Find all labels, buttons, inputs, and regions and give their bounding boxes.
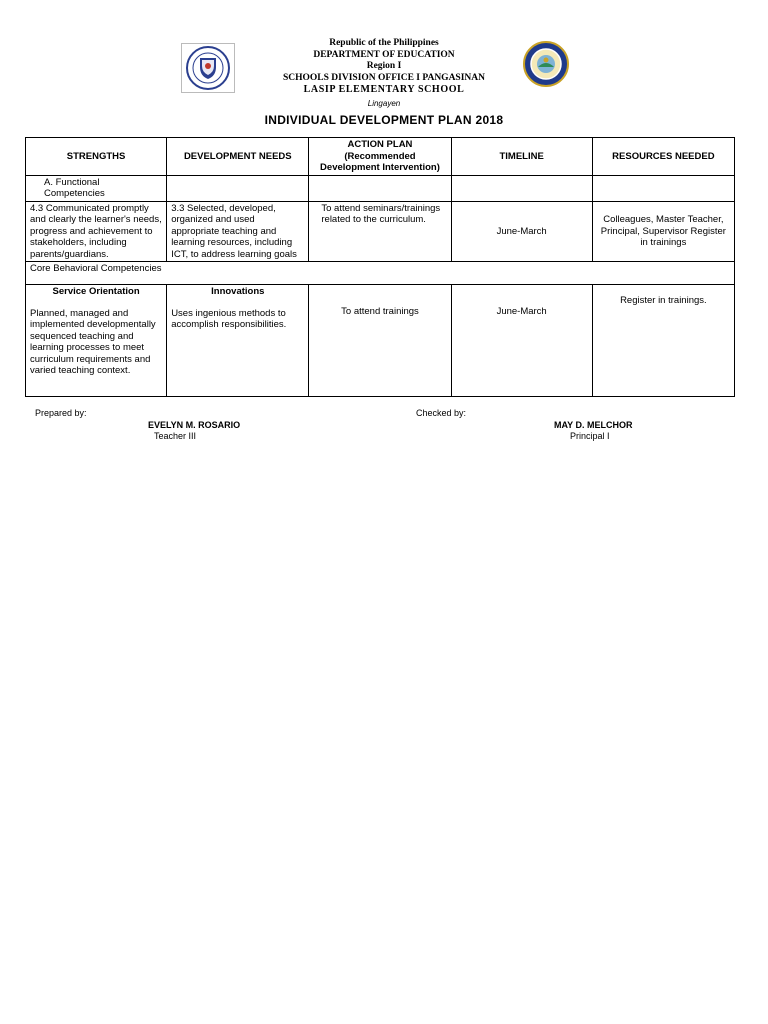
row1-action-plan: To attend seminars/trainings related to the curriculum.: [309, 201, 451, 262]
table-row: [26, 201, 735, 262]
prepared-by-name: EVELYN M. ROSARIO: [148, 420, 241, 430]
development-plan-table: [25, 137, 735, 397]
prepared-by-label: Prepared by:: [35, 408, 87, 418]
row2-strengths-text: Planned, managed and implemented developmentally sequenced teaching and learning processes to meet curriculum requirements and varied teaching context.: [30, 307, 156, 376]
header-timeline: TIMELINE: [451, 138, 592, 176]
section-functional: A. Functional Competencies: [26, 175, 167, 201]
row2-action-plan: To attend trainings: [309, 285, 451, 397]
table-row: [26, 262, 735, 285]
row1-strengths: 4.3 Communicated promptly and clearly the learner's needs, progress and achievement to stakeholders, including parents/guardians.: [26, 201, 167, 262]
service-orientation-heading: Service Orientation: [52, 286, 140, 297]
checked-by-title: Principal I: [570, 431, 610, 441]
document-title: INDIVIDUAL DEVELOPMENT PLAN 2018: [264, 113, 504, 127]
region-line: Region I: [366, 61, 402, 71]
town-name: Lingayen: [367, 99, 401, 108]
prepared-by-title: Teacher III: [154, 431, 197, 441]
table-header-row: [26, 138, 735, 176]
row2-development-needs: [167, 285, 309, 397]
checked-by-name: MAY D. MELCHOR: [554, 420, 633, 430]
department-line: DEPARTMENT OF EDUCATION: [313, 49, 455, 60]
header-development-needs: DEVELOPMENT NEEDS: [167, 138, 309, 176]
header-resources: RESOURCES NEEDED: [592, 138, 734, 176]
row1-resources: Colleagues, Master Teacher, Principal, Supervisor Register in trainings: [592, 201, 734, 262]
row2-resources: Register in trainings.: [592, 285, 734, 397]
division-line: SCHOOLS DIVISION OFFICE I PANGASINAN: [283, 72, 485, 83]
table-row: [26, 285, 735, 397]
header-action-plan: ACTION PLAN (Recommended Development Intervention): [309, 138, 451, 176]
letterhead: [0, 38, 768, 110]
section-core-behavioral: Core Behavioral Competencies: [26, 262, 735, 285]
innovations-heading: Innovations: [211, 286, 265, 297]
row2-development-needs-text: Uses ingenious methods to accomplish responsibilities.: [171, 307, 287, 330]
republic-line: Republic of the Philippines: [329, 38, 439, 48]
row1-timeline: June-March: [451, 201, 592, 262]
school-name: LASIP ELEMENTARY SCHOOL: [303, 84, 465, 95]
row2-strengths: [26, 285, 167, 397]
header-strengths: STRENGTHS: [26, 138, 167, 176]
table-row: [26, 175, 735, 201]
row2-timeline: June-March: [451, 285, 592, 397]
row1-development-needs: 3.3 Selected, developed, organized and used appropriate teaching and learning resources, including ICT, to address learning goals: [167, 201, 309, 262]
checked-by-label: Checked by:: [416, 408, 467, 418]
